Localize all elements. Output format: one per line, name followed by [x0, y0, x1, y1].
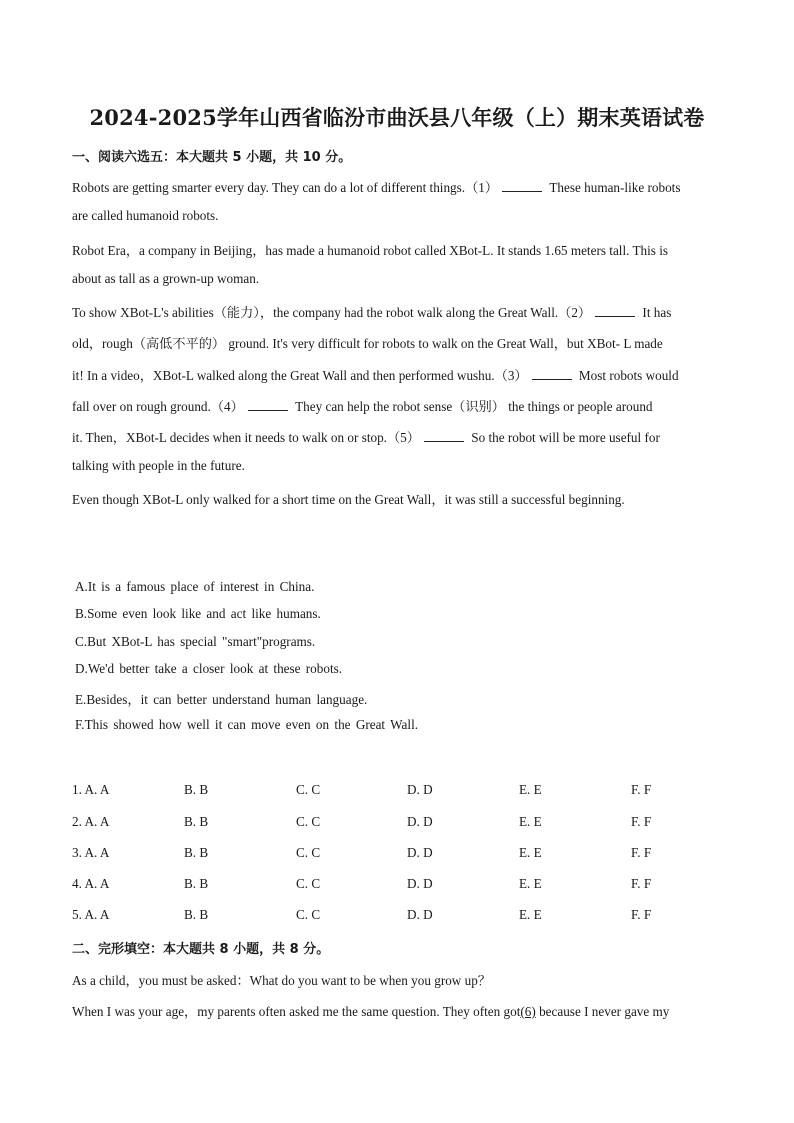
option-a: A.It is a famous place of interest in China. [75, 579, 315, 594]
choice[interactable]: 1. A. A [72, 782, 110, 797]
choice[interactable]: E. E [519, 845, 542, 860]
answer-row-3 [72, 845, 732, 863]
answer-blank[interactable] [532, 367, 572, 380]
passage-line: To show XBot-L's abilities（能力），the company had the robot walk along the Great Wall.（2） It has [72, 305, 672, 320]
answer-row-2 [72, 814, 732, 832]
choice[interactable]: B. B [184, 907, 209, 922]
passage-line: old，rough（高低不平的） ground. It's very difficult for robots to walk on the Great Wall，but XBot- L made [72, 336, 663, 351]
choice[interactable]: E. E [519, 876, 542, 891]
passage-line: fall over on rough ground.（4） They can help the robot sense（识别） the things or people around [72, 399, 653, 414]
choice[interactable]: D. D [407, 814, 433, 829]
choice[interactable]: 2. A. A [72, 814, 110, 829]
choice[interactable]: D. D [407, 907, 433, 922]
choice[interactable]: C. C [296, 907, 321, 922]
answer-row-1 [72, 782, 732, 800]
choice[interactable]: 3. A. A [72, 845, 110, 860]
choice[interactable]: E. E [519, 907, 542, 922]
choice[interactable]: B. B [184, 876, 209, 891]
option-c: C.But XBot-L has special "smart"programs. [75, 634, 316, 649]
choice[interactable]: D. D [407, 876, 433, 891]
answer-blank[interactable] [424, 429, 464, 442]
choice[interactable]: F. F [631, 907, 652, 922]
section-2-heading: 二、完形填空：本大题共 8 小题，共 8 分。 [72, 942, 330, 957]
choice[interactable]: E. E [519, 782, 542, 797]
answer-blank[interactable] [595, 304, 635, 317]
choice[interactable]: B. B [184, 845, 209, 860]
choice[interactable]: D. D [407, 845, 433, 860]
choice[interactable]: C. C [296, 814, 321, 829]
passage-line: As a child，you must be asked：What do you want to be when you grow up？ [72, 973, 491, 988]
choice[interactable]: B. B [184, 782, 209, 797]
choice[interactable]: 5. A. A [72, 907, 110, 922]
choice[interactable]: C. C [296, 876, 321, 891]
option-e: E.Besides，it can better understand human language. [75, 692, 368, 707]
choice[interactable]: 4. A. A [72, 876, 110, 891]
cloze-blank-6[interactable]: (6) [520, 1004, 536, 1019]
passage-line: it. Then，XBot-L decides when it needs to walk on or stop.（5） So the robot will be more useful for [72, 430, 660, 445]
choice[interactable]: C. C [296, 845, 321, 860]
choice[interactable]: F. F [631, 814, 652, 829]
answer-blank[interactable] [248, 398, 288, 411]
answer-row-5 [72, 907, 732, 925]
passage-line: When I was your age，my parents often asked me the same question. They often got(6) because I never gave my [72, 1004, 670, 1019]
choice[interactable]: B. B [184, 814, 209, 829]
passage-line: Robots are getting smarter every day. They can do a lot of different things.（1） These human-like robots [72, 180, 681, 195]
choice[interactable]: C. C [296, 782, 321, 797]
passage-line: about as tall as a grown-up woman. [72, 271, 260, 286]
section-1-heading: 一、阅读六选五：本大题共 5 小题，共 10 分。 [72, 150, 352, 165]
choice[interactable]: E. E [519, 814, 542, 829]
option-f: F.This showed how well it can move even on the Great Wall. [75, 717, 419, 732]
passage-line: are called humanoid robots. [72, 208, 219, 223]
choice[interactable]: F. F [631, 845, 652, 860]
option-b: B.Some even look like and act like humans. [75, 606, 321, 621]
passage-line: Robot Era，a company in Beijing，has made a humanoid robot called XBot-L. It stands 1.65 meters tall. This is [72, 243, 669, 258]
passage-line: Even though XBot-L only walked for a short time on the Great Wall，it was still a successful beginning. [72, 492, 625, 507]
page-title: 2024-2025学年山西省临汾市曲沃县八年级（上）期末英语试卷 [89, 105, 705, 130]
answer-blank[interactable] [502, 179, 542, 192]
choice[interactable]: F. F [631, 876, 652, 891]
passage-line: talking with people in the future. [72, 458, 245, 473]
passage-line: it! In a video，XBot-L walked along the Great Wall and then performed wushu.（3） Most robots would [72, 368, 679, 383]
option-d: D.We'd better take a closer look at these robots. [75, 661, 343, 676]
choice[interactable]: D. D [407, 782, 433, 797]
choice[interactable]: F. F [631, 782, 652, 797]
answer-row-4 [72, 876, 732, 894]
